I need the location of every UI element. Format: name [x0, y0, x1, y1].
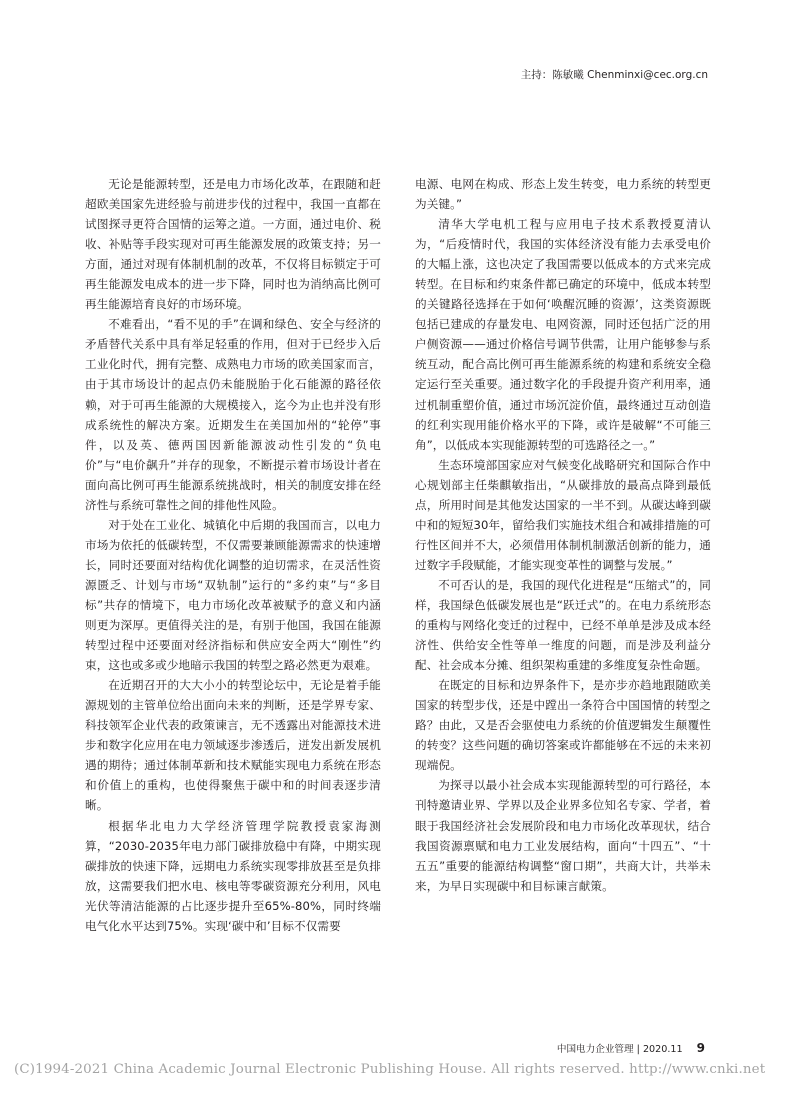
paragraph: 为探寻以最小社会成本实现能源转型的可行路径，本刊特邀请业界、学界以及企业界多位知名专家、学者，着眼于我国经济社会发展阶段和电力市场化改革现状，结合我国资源禀赋和电力工业发展结构，面向“十四五”、“十五五”重要的能源结构调整“窗口期”，共商大计，共举未来，为早日实现碳中和目标谏言献策。	[415, 778, 711, 893]
paragraph: 无论是能源转型，还是电力市场化改革，在跟随和赶超欧美国家先进经验与前进步伐的过程中，我国一直都在试图探寻更符合国情的运筹之道。一方面，通过电价、税收、补贴等手段实现对可再生能源发展的政策支持；另一方面，通过对现有体制机制的改革，不仅将目标锁定于可再生能源发电成本的进一步下降，同时也为消纳高比例可再生能源培育良好的市场环境。	[85, 177, 381, 312]
column-host-header: 主持：陈敏曦 Chenminxi@cec.org.cn	[520, 69, 708, 81]
paragraph-continuation: 电源、电网在构成、形态上发生转变，电力系统的转型更为关键。”	[415, 177, 711, 212]
paragraph: 根据华北电力大学经济管理学院教授袁家海测算，“2030-2035年电力部门碳排放稳中有降，中期实现碳排放的快速下降，远期电力系统实现零排放甚至是负排放，这需要我们把水电、核电等零碳资源充分利用，风电光伏等清洁能源的占比逐步提升至65%-80%，同时终端电气化水平达到75%。实现‘碳中和’目标不仅需要	[85, 818, 381, 933]
paragraph: 对于处在工业化、城镇化中后期的我国而言，以电力市场为依托的低碳转型，不仅需要兼顾能源需求的快速增长，同时还要面对结构优化调整的迫切需求，在灵活性资源匮乏、计划与市场“双轨制”运行的“多约束”与“多目标”共存的情境下，电力市场化改革被赋予的意义和内涵则更为深厚。更值得关注的是，有别于他国，我国在能源转型过程中还要面对经济指标和供应安全两大“刚性”约束，这也或多或少地暗示我国的转型之路必然更为艰难。	[85, 517, 381, 673]
paragraph: 生态环境部国家应对气候变化战略研究和国际合作中心规划部主任柴麒敏指出，“从碳排放的最高点降到最低点，所用时间是其他发达国家的一半不到。从碳达峰到碳中和的短短30年，留给我们实施技术组合和减排措施的可行性区间并不大，必须借用体制机制激活创新的能力，通过数字手段赋能，才能实现变革性的调整与发展。”	[415, 457, 711, 572]
paragraph: 不难看出，“看不见的手”在调和绿色、安全与经济的矛盾替代关系中具有举足轻重的作用，但对于已经步入后工业化时代，拥有完整、成熟电力市场的欧美国家而言，由于其市场设计的起点仍未能脱胎于化石能源的路径依赖，对于可再生能源的大规模接入，迄今为止也并没有形成系统性的解决方案。近期发生在美国加州的“轮停”事件，以及英、德两国因新能源波动性引发的“负电价”与“电价飙升”并存的现象，不断提示着市场设计者在面向高比例可再生能源系统挑战时，相关的制度安排在经济性与系统可靠性之间的排他性风险。	[85, 317, 381, 512]
page-number: 9	[696, 1041, 705, 1055]
paragraph: 在近期召开的大大小小的转型论坛中，无论是着手能源规划的主管单位给出面向未来的判断，还是学界专家、科技领军企业代表的政策谏言，无不透露出对能源技术进步和数字化应用在电力领域逐步渗透后，迸发出新发展机遇的期待；通过体制革新和技术赋能实现电力系统在形态和价值上的重构，也使得聚焦于碳中和的时间表逐步清晰。	[85, 678, 381, 813]
paragraph: 在既定的目标和边界条件下，是亦步亦趋地跟随欧美国家的转型步伐，还是中蹚出一条符合中国国情的转型之路？由此，又是否会驱使电力系统的价值逻辑发生颠覆性的转变？这些问题的确切答案或许都能够在不远的未来初现端倪。	[415, 678, 711, 773]
paragraph: 清华大学电机工程与应用电子技术系教授夏清认为，“后疫情时代，我国的实体经济没有能力去承受电价的大幅上涨，这也决定了我国需要以低成本的方式来完成转型。在目标和约束条件都已确定的环境中，低成本转型的关键路径选择在于如何‘唤醒沉睡的资源’，这类资源既包括已建成的存量发电、电网资源，同时还包括广泛的用户侧资源——通过价格信号调节供需，让用户能够参与系统互动，配合高比例可再生能源系统的构建和系统安全稳定运行至关重要。通过数字化的手段提升资产利用率，通过机制重塑价值，通过市场沉淀价值，最终通过互动创造的红利实现用能价格水平的下降，或许是破解“不可能三角”，以低成本实现能源转型的可选路径之一。”	[415, 217, 711, 452]
page-footer	[557, 1041, 705, 1055]
paragraph: 不可否认的是，我国的现代化进程是“压缩式”的，同样，我国绿色低碳发展也是“跃迁式”的。在电力系统形态的重构与网络化变迁的过程中，已经不单单是涉及成本经济性、供给安全性等单一维度的问题，而是涉及利益分配、社会成本分摊、组织架构重建的多维度复杂性命题。	[415, 577, 711, 673]
right-column	[415, 174, 711, 896]
journal-issue: 中国电力企业管理 | 2020.11	[556, 1044, 683, 1055]
copyright-watermark: (C)1994-2021 China Academic Journal Electronic Publishing House. All rights reserved. http://www.cnki.net	[14, 1062, 766, 1077]
left-column	[85, 174, 381, 936]
